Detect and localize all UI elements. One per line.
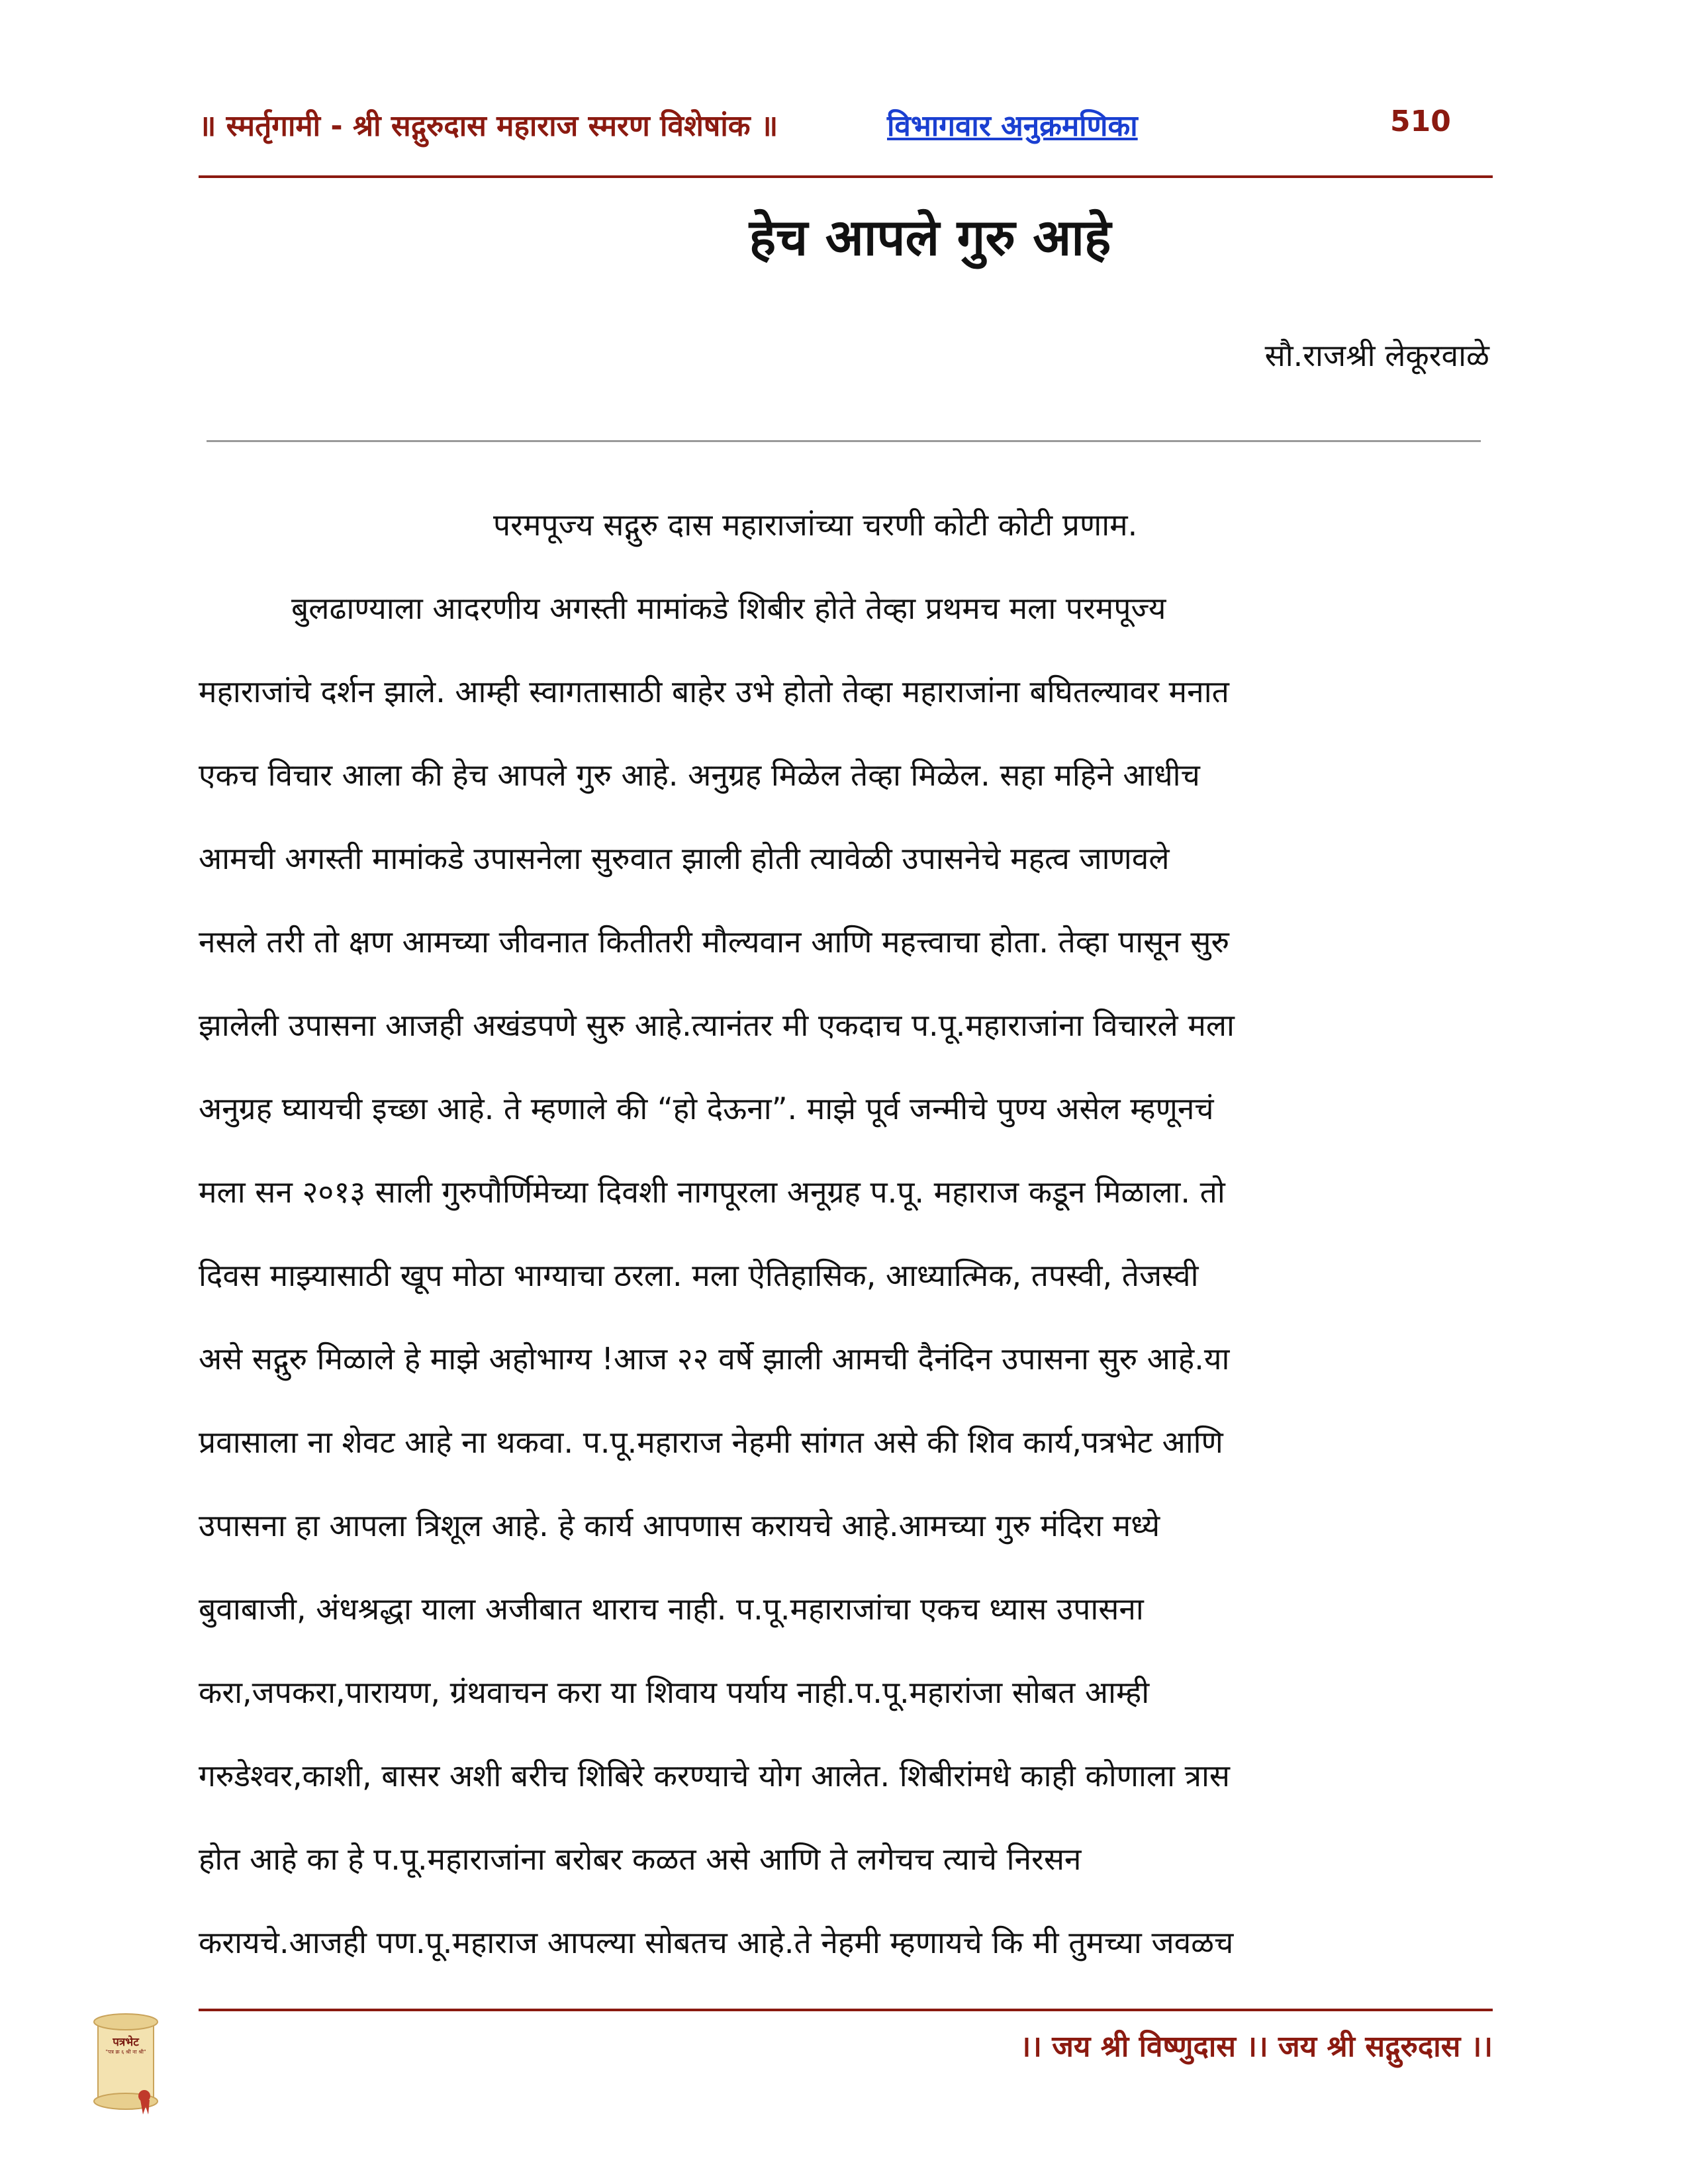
page-number: 510 — [1390, 105, 1451, 138]
body-line: बुलढाण्याला आदरणीय अगस्ती मामांकडे शिबीर होते तेव्हा प्रथमच मला परमपूज्य — [291, 590, 1166, 626]
body-line: मला सन २०१३ साली गुरुपौर्णिमेच्या दिवशी नागपूरला अनूग्रह प.पू. महाराज कडून मिळाला. तो — [199, 1174, 1225, 1210]
article-title: हेच आपले गुरु आहे — [749, 208, 1111, 267]
body-line: आमची अगस्ती मामांकडे उपासनेला सुरुवात झाली होती त्यावेळी उपासनेचे महत्व जाणवले — [199, 841, 1170, 876]
author-divider — [207, 440, 1481, 442]
body-line: झालेली उपासना आजही अखंडपणे सुरु आहे.त्यानंतर मी एकदाच प.पू.महाराजांना विचारले मला — [199, 1007, 1235, 1043]
footer-text: ।। जय श्री विष्णुदास ।। जय श्री सद्गुरुदास ।। — [1019, 2030, 1493, 2064]
patrabhet-scroll-logo — [86, 2009, 165, 2121]
scroll-icon — [86, 2009, 165, 2121]
body-line: परमपूज्य सद्गुरु दास महाराजांच्या चरणी कोटी कोटी प्रणाम. — [493, 507, 1138, 543]
body-line: दिवस माझ्यासाठी खूप मोठा भाग्याचा ठरला. मला ऐतिहासिक, आध्यात्मिक, तपस्वी, तेजस्वी — [199, 1257, 1199, 1293]
body-line: बुवाबाजी, अंधश्रद्धा याला अजीबात थाराच नाही. प.पू.महाराजांचा एकच ध्यास उपासना — [199, 1591, 1144, 1627]
page-header — [199, 99, 1489, 152]
article-body — [199, 483, 1493, 1984]
author-name: सौ.राजश्री लेकूरवाळे — [1264, 338, 1489, 373]
body-line: गरुडेश्वर,काशी, बासर अशी बरीच शिबिरे करण्याचे योग आलेत. शिबीरांमधे काही कोणाला त्रास — [199, 1758, 1231, 1794]
footer-divider — [199, 2009, 1493, 2011]
body-line: नसले तरी तो क्षण आमच्या जीवनात कितीतरी मौल्यवान आणि महत्त्वाचा होता. तेव्हा पासून सुरु — [199, 924, 1230, 960]
body-line: होत आहे का हे प.पू.महाराजांना बरोबर कळत असे आणि ते लगेचच त्याचे निरसन — [199, 1841, 1082, 1877]
publication-title: ॥ स्मर्तृगामी - श्री सद्गुरुदास महाराज स्मरण विशेषांक ॥ — [199, 109, 778, 143]
body-line: अनुग्रह घ्यायची इच्छा आहे. ते म्हणाले की “हो देऊना”. माझे पूर्व जन्मीचे पुण्य असेल म्हणूनचं — [199, 1091, 1214, 1126]
body-line: करायचे.आजही पण.पू.महाराज आपल्या सोबतच आहे.ते नेहमी म्हणायचे कि मी तुमच्या जवळच — [199, 1925, 1234, 1960]
body-line: प्रवासाला ना शेवट आहे ना थकवा. प.पू.महाराज नेहमी सांगत असे की शिव कार्य,पत्रभेट आणि — [199, 1424, 1223, 1460]
header-divider — [199, 175, 1493, 178]
toc-link[interactable]: विभागवार अनुक्रमणिका — [887, 109, 1138, 143]
logo-tagline: "पत्र क्र ६ श्री ना श्री" — [105, 2049, 146, 2055]
logo-text: पत्रभेट — [113, 2036, 139, 2049]
body-line: उपासना हा आपला त्रिशूल आहे. हे कार्य आपणास करायचे आहे.आमच्या गुरु मंदिरा मध्ये — [199, 1508, 1160, 1543]
body-line: एकच विचार आला की हेच आपले गुरु आहे. अनुग्रह मिळेल तेव्हा मिळेल. सहा महिने आधीच — [199, 757, 1200, 793]
body-line: असे सद्गुरु मिळाले हे माझे अहोभाग्य !आज २२ वर्षे झाली आमची दैनंदिन उपासना सुरु आहे.या — [199, 1341, 1230, 1377]
body-line: महाराजांचे दर्शन झाले. आम्ही स्वागतासाठी बाहेर उभे होतो तेव्हा महाराजांना बघितल्यावर मनात — [199, 674, 1229, 709]
body-line: करा,जपकरा,पारायण, ग्रंथवाचन करा या शिवाय पर्याय नाही.प.पू.महारांजा सोबत आम्ही — [199, 1674, 1150, 1710]
